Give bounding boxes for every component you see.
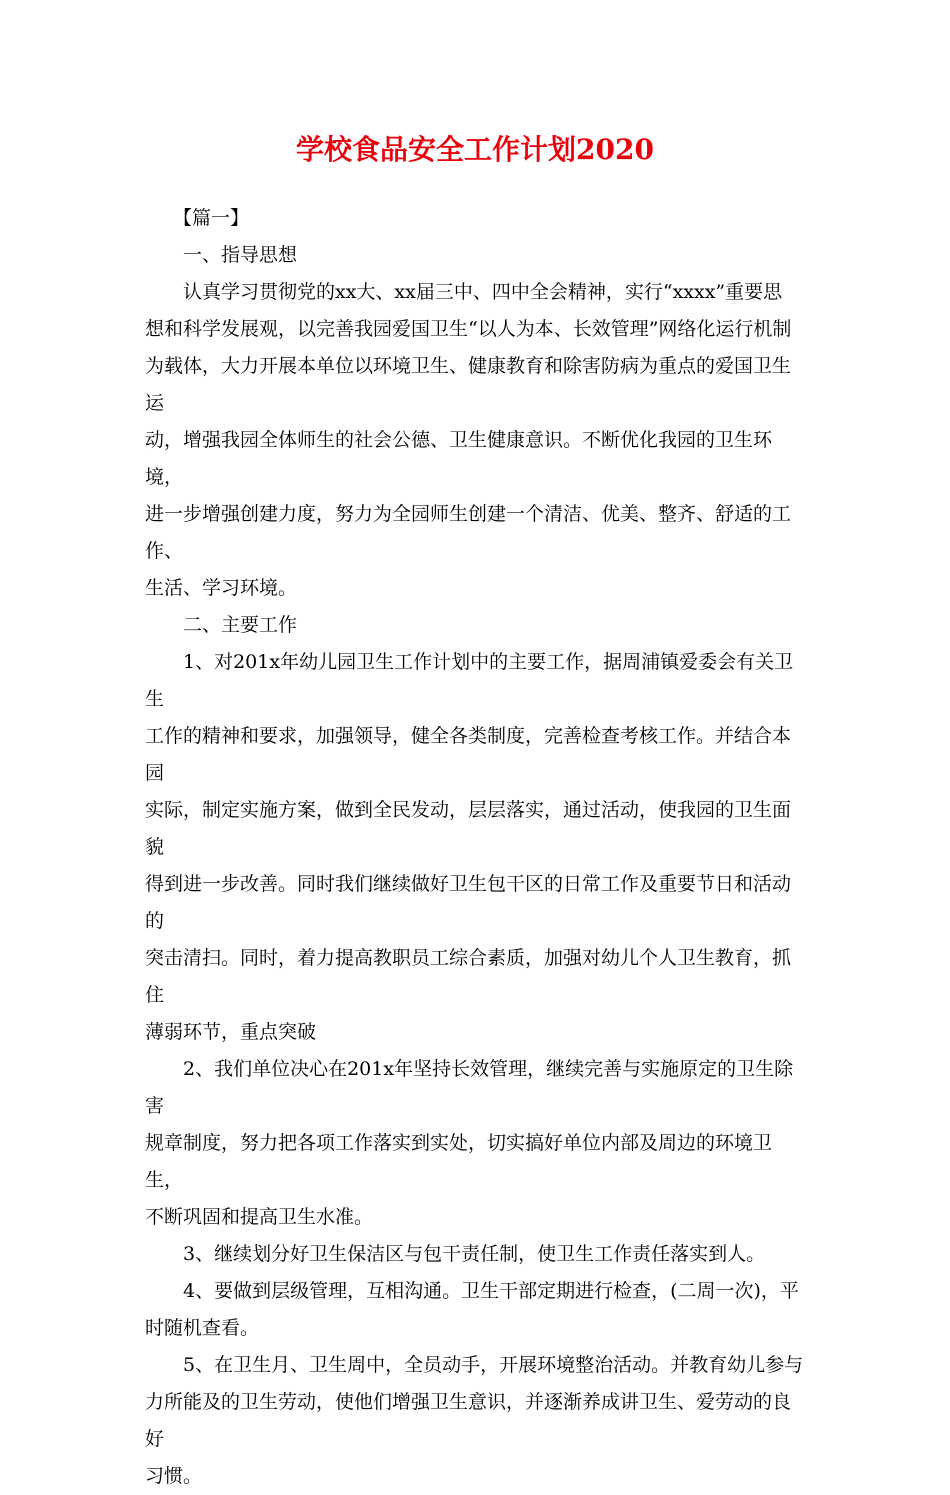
paragraph-item-5: 5、在卫生月、卫生周中，全员动手，开展环境整治活动。并教育幼儿参与 力所能及的卫生劳动，使他们增强卫生意识，并逐渐养成讲卫生、爱劳动的良好 习惯。 (145, 1354, 804, 1487)
paragraph-item-2: 2、我们单位决心在201x年坚持长效管理，继续完善与实施原定的卫生除害 规章制度，努力把各项工作落实到实处，切实搞好单位内部及周边的环境卫生， 不断巩固和提高卫生水准。 (145, 1058, 794, 1228)
document-title: 学校食品安全工作计划2020 (296, 133, 654, 166)
section-heading-guiding-ideology: 一、指导思想 (183, 244, 298, 266)
paragraph-item-4: 4、要做到层级管理，互相沟通。卫生干部定期进行检查，(二周一次)，平 时随机查看。 (145, 1280, 799, 1339)
paragraph-item-3: 3、继续划分好卫生保洁区与包干责任制，使卫生工作责任落实到人。 (183, 1243, 766, 1265)
paragraph-guiding-ideology: 认真学习贯彻党的xx大、xx届三中、四中全会精神，实行“xxxx”重要思 想和科学发展观，以完善我园爱国卫生“以人为本、长效管理”网络化运行机制 为载体，大力开展本单位以环境卫生、健康教育和除害防病为重点的爱国卫生运 动，增强我园全体师生的社会公德、卫生健康意识。不断优化我园的卫生环境， 进一步增强创建力度，努力为全园师生创建一个清洁、优美、整齐、舒适的工作、 生活、学习环境。 (145, 281, 792, 599)
paragraph-item-1: 1、对201x年幼儿园卫生工作计划中的主要工作，据周浦镇爱委会有关卫生 工作的精神和要求，加强领导，健全各类制度，完善检查考核工作。并结合本园 实际，制定实施方案，做到全民发动，层层落实，通过活动，使我园的卫生面貌 得到进一步改善。同时我们继续做好卫生包干区的日常工作及重要节日和活动的 突击清扫。同时，着力提高教职员工综合素质，加强对幼儿个人卫生教育，抓住 薄弱环节，重点突破 (145, 651, 794, 1043)
section-heading-main-work: 二、主要工作 (183, 614, 298, 636)
document-body (145, 200, 805, 1495)
section-marker: 【篇一】 (173, 207, 250, 229)
